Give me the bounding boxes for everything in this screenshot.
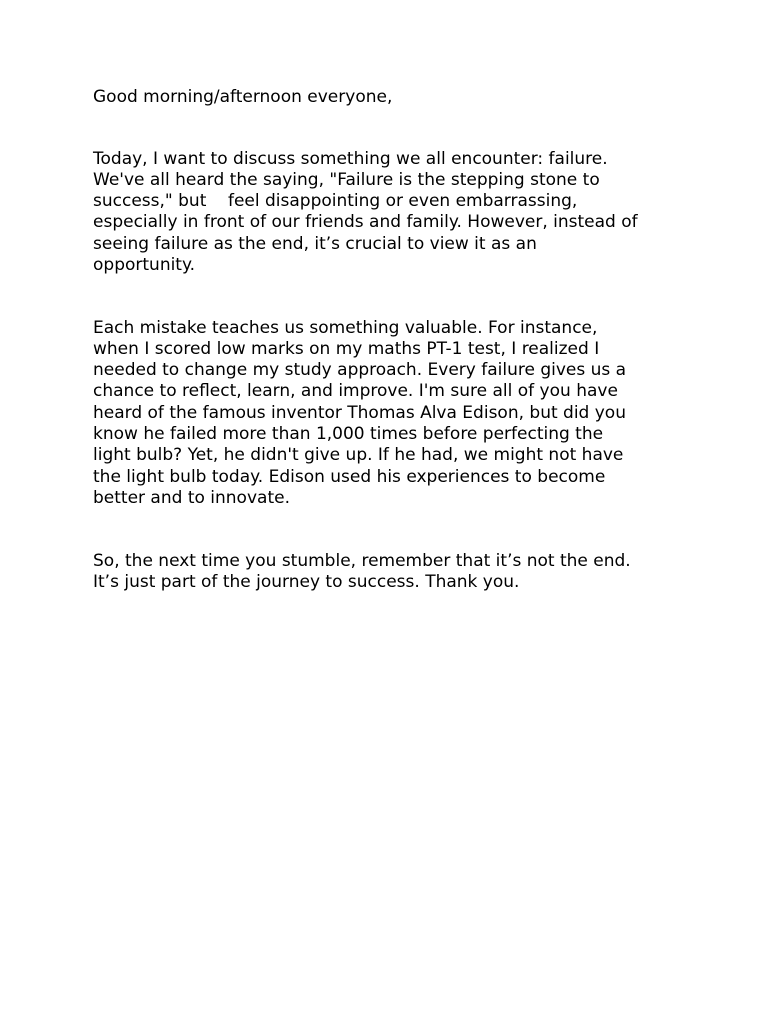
paragraph-1-line-5: seeing failure as the end, it’s crucial to view it as an — [93, 234, 537, 254]
paragraph-2-line-8: the light bulb today. Edison used his experiences to become — [93, 467, 606, 487]
paragraph-1-line-4: especially in front of our friends and family. However, instead of — [93, 212, 638, 232]
paragraph-3-line-2: It’s just part of the journey to success. Thank you. — [93, 572, 520, 592]
paragraph-1-line-1: Today, I want to discuss something we all encounter: failure. — [93, 149, 608, 169]
paragraph-2-line-3: needed to change my study approach. Every failure gives us a — [93, 360, 627, 380]
paragraph-2-line-5: heard of the famous inventor Thomas Alva Edison, but did you — [93, 403, 626, 423]
paragraph-1-line-3: success," but feel disappointing or even embarrassing, — [93, 191, 578, 211]
paragraph-2-line-6: know he failed more than 1,000 times before perfecting the — [93, 424, 604, 444]
paragraph-2-line-1: Each mistake teaches us something valuable. For instance, — [93, 318, 598, 338]
paragraph-1-line-6: opportunity. — [93, 255, 196, 275]
paragraph-2-line-2: when I scored low marks on my maths PT-1 test, I realized I — [93, 339, 600, 359]
paragraph-2-line-4: chance to reflect, learn, and improve. I'm sure all of you have — [93, 381, 618, 401]
paragraph-2-line-9: better and to innovate. — [93, 488, 290, 508]
paragraph-2-line-7: light bulb? Yet, he didn't give up. If he had, we might not have — [93, 445, 624, 465]
greeting-line: Good morning/afternoon everyone, — [93, 87, 393, 107]
paragraph-1-line-2: We've all heard the saying, "Failure is the stepping stone to — [93, 170, 600, 190]
paragraph-3-line-1: So, the next time you stumble, remember that it’s not the end. — [93, 551, 631, 571]
